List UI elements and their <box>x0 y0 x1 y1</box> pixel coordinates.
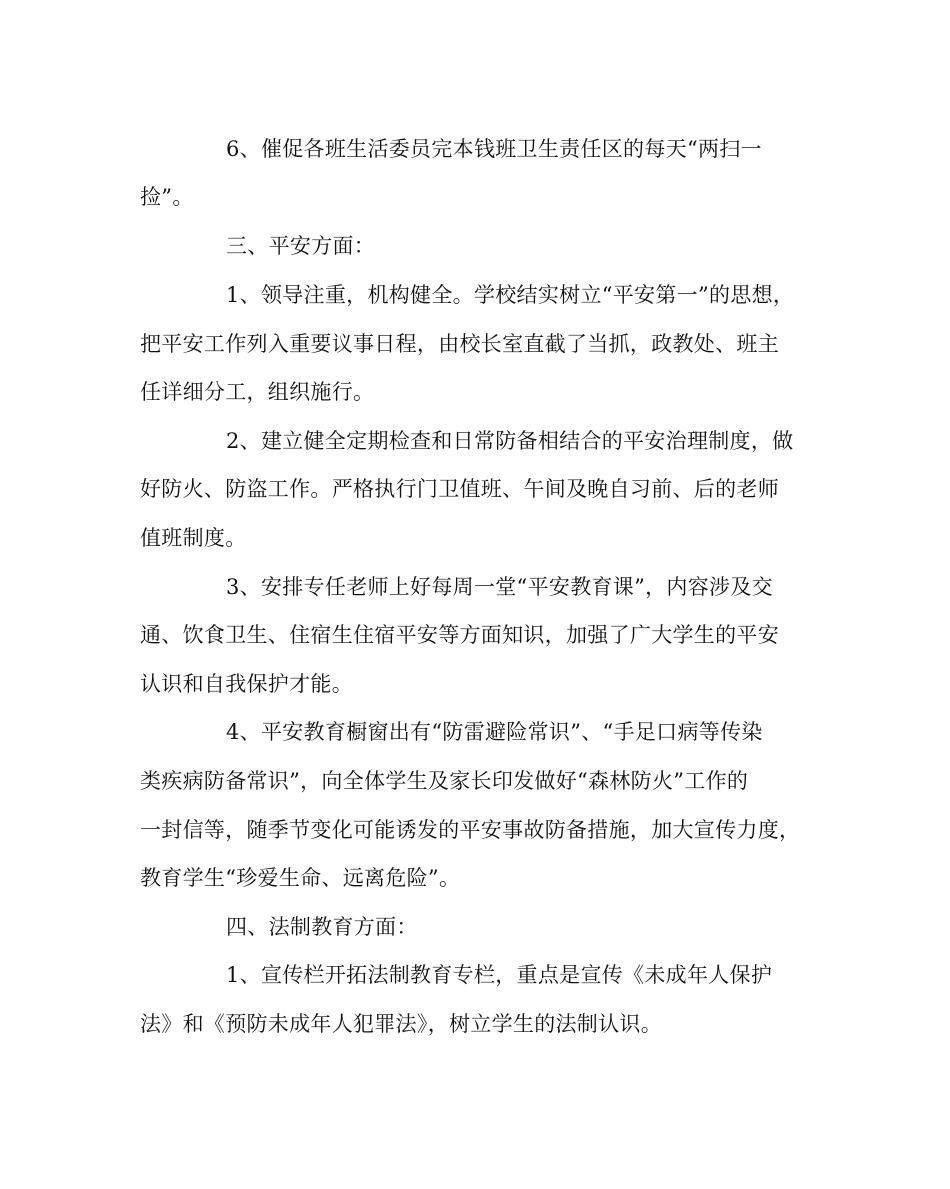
paragraph-line: 3、安排专任老师上好每周一堂“平安教育课”，内容涉及交 <box>226 575 773 599</box>
paragraph-line: 把平安工作列入重要议事日程，由校长室直截了当抓，政教处、班主 <box>140 332 779 356</box>
paragraph-line: 值班制度。 <box>140 526 247 550</box>
paragraph-line: 一封信等，随季节变化可能诱发的平安事故防备措施，加大宣传力度， <box>140 818 801 842</box>
paragraph-line: 2、建立健全定期检查和日常防备相结合的平安治理制度，做 <box>226 429 794 453</box>
paragraph-line: 通、饮食卫生、住宿生住宿平安等方面知识，加强了广大学生的平安 <box>140 623 779 647</box>
paragraph-line: 认识和自我保护才能。 <box>140 672 353 696</box>
paragraph-line: 捡”。 <box>140 185 194 209</box>
paragraph-line: 6、催促各班生活委员完本钱班卫生责任区的每天“两扫一 <box>226 137 762 161</box>
paragraph-line: 教育学生“珍爱生命、远离危险”。 <box>140 866 461 890</box>
paragraph-line: 好防火、防盗工作。严格执行门卫值班、午间及晚自习前、后的老师 <box>140 477 779 501</box>
paragraph-line: 4、平安教育橱窗出有“防雷避险常识”、“手足口病等传染 <box>226 720 763 744</box>
paragraph-line: 1、宣传栏开拓法制教育专栏，重点是宣传《未成年人保护 <box>226 963 773 987</box>
paragraph-line: 任详细分工，组织施行。 <box>140 380 375 404</box>
section-heading: 四、法制教育方面： <box>226 915 418 939</box>
section-heading: 三、平安方面： <box>226 234 376 258</box>
paragraph-line: 法》和《预防未成年人犯罪法》，树立学生的法制认识。 <box>140 1012 662 1036</box>
paragraph-line: 1、领导注重，机构健全。学校结实树立“平安第一”的思想， <box>226 283 795 307</box>
paragraph-line: 类疾病防备常识”，向全体学生及家长印发做好“森林防火”工作的 <box>140 769 749 793</box>
